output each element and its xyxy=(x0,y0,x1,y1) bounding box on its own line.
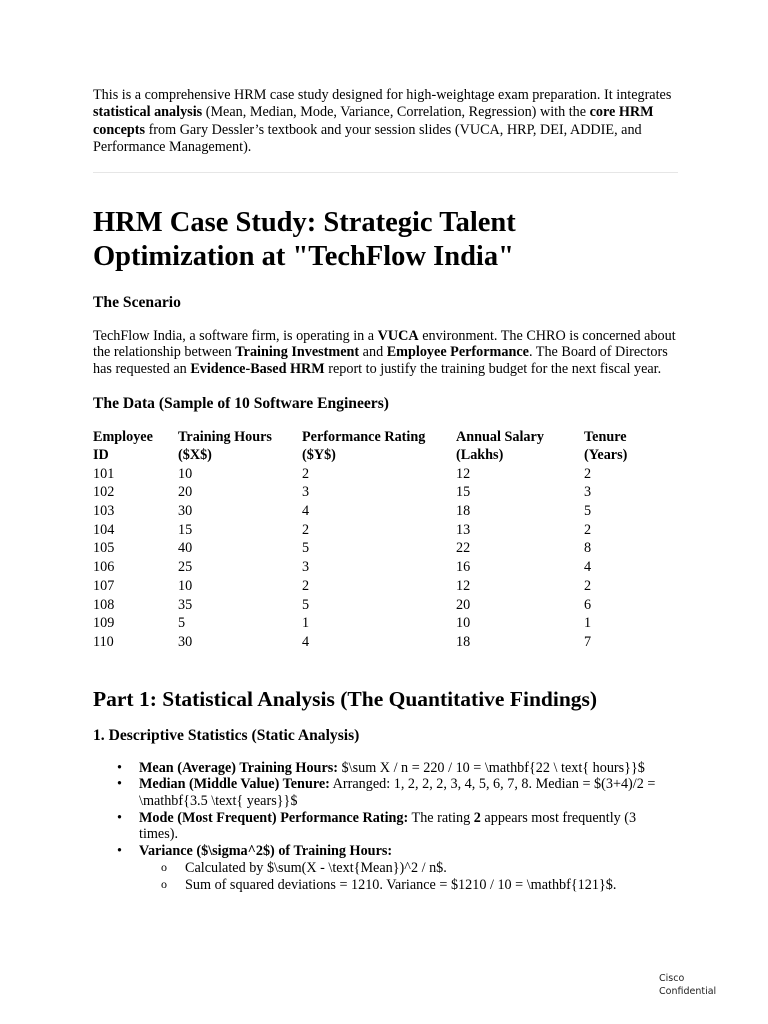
table-cell: 3 xyxy=(584,484,592,501)
table-row xyxy=(93,633,674,652)
table-cell: 10 xyxy=(178,465,193,482)
table-cell: 10 xyxy=(178,577,193,594)
column-header-training-hours xyxy=(178,429,302,464)
header-line: (Years) xyxy=(584,447,628,463)
list-item-text: Arranged: 1, 2, 2, 2, 3, 4, 5, 6, 7, 8. Median = $(3+4)/2 = \mathbf{3.5 \text{ years}}$ xyxy=(139,776,656,810)
table-cell: 3 xyxy=(302,559,310,576)
column-header-performance-rating xyxy=(302,429,456,464)
sub-list-item: o Calculated by $\sum(X - \text{Mean})^2 / n$. xyxy=(185,860,678,877)
table-cell: 2 xyxy=(302,521,310,538)
scenario-bold-vuca: VUCA xyxy=(377,327,419,344)
header-line: ID xyxy=(93,447,109,463)
table-cell: 1 xyxy=(584,615,592,632)
table-cell: 12 xyxy=(456,577,471,594)
table-cell: 6 xyxy=(584,596,592,613)
header-line: (Lakhs) xyxy=(456,447,504,463)
table-cell: 7 xyxy=(584,633,592,650)
list-item-label: Mode (Most Frequent) Performance Rating: xyxy=(139,809,409,826)
column-header-annual-salary xyxy=(456,429,584,464)
table-cell: 101 xyxy=(93,465,115,482)
scenario-bold-training-investment: Training Investment xyxy=(235,344,360,361)
scenario-bold-employee-performance: Employee Performance xyxy=(386,344,529,361)
table-cell: 108 xyxy=(93,596,115,613)
horizontal-divider xyxy=(93,172,678,173)
scenario-bold-evidence-based-hrm: Evidence-Based HRM xyxy=(190,360,325,377)
table-row xyxy=(93,521,674,540)
table-cell: 15 xyxy=(178,521,193,538)
table-cell: 18 xyxy=(456,503,471,519)
table-row xyxy=(93,483,674,502)
confidentiality-footer xyxy=(659,973,716,998)
statistics-list xyxy=(93,760,678,894)
scenario-paragraph xyxy=(93,328,678,378)
sub-list xyxy=(139,860,678,893)
table-cell: 103 xyxy=(93,503,115,519)
scenario-text: environment. The CHRO is concerned about the relationship between xyxy=(93,327,676,361)
list-item xyxy=(139,760,678,777)
footer-company: Cisco xyxy=(659,973,685,984)
header-line: ($X$) xyxy=(178,447,212,463)
table-cell: 2 xyxy=(584,465,592,482)
table-cell: 12 xyxy=(456,465,471,482)
list-item xyxy=(139,810,678,843)
table-cell: 4 xyxy=(302,503,310,519)
employee-data-table xyxy=(93,429,674,651)
table-cell: 22 xyxy=(456,540,471,557)
footer-classification: Confidential xyxy=(659,985,717,997)
document-page xyxy=(93,87,678,893)
table-row xyxy=(93,465,674,484)
intro-text: (Mean, Median, Mode, Variance, Correlation, Regression) with the xyxy=(202,104,590,121)
header-line: Employee xyxy=(93,429,153,446)
table-cell: 18 xyxy=(456,633,471,650)
table-row xyxy=(93,596,674,615)
table-cell: 2 xyxy=(302,465,310,482)
table-cell: 2 xyxy=(584,577,592,594)
column-header-employee-id xyxy=(93,429,178,464)
sub-list-item: o Sum of squared deviations = 1210. Variance = $1210 / 10 = \mathbf{121}$. xyxy=(185,877,678,894)
table-cell: 110 xyxy=(93,633,114,650)
scenario-text: and xyxy=(359,344,387,361)
header-line: Performance Rating xyxy=(302,429,426,446)
table-cell: 107 xyxy=(93,577,115,594)
list-item-text: appears most frequently (3 times). xyxy=(139,809,637,843)
header-line: ($Y$) xyxy=(302,447,336,463)
column-header-tenure xyxy=(584,429,674,464)
table-cell: 2 xyxy=(302,577,310,594)
table-cell: 35 xyxy=(178,596,193,613)
table-cell: 5 xyxy=(178,615,186,632)
scenario-heading: The Scenario xyxy=(93,293,181,311)
table-cell: 102 xyxy=(93,484,115,501)
descriptive-statistics-heading: 1. Descriptive Statistics (Static Analysis) xyxy=(93,726,360,744)
intro-paragraph xyxy=(93,87,678,157)
header-line: Tenure xyxy=(584,429,627,446)
list-item-label: Mean (Average) Training Hours: xyxy=(139,759,338,776)
list-item-text: The rating xyxy=(408,809,474,826)
table-row xyxy=(93,502,674,521)
table-row xyxy=(93,614,674,633)
table-cell: 5 xyxy=(302,596,310,613)
list-item-label: Variance ($\sigma^2$) of Training Hours: xyxy=(139,843,393,860)
table-cell: 13 xyxy=(456,521,471,538)
header-line: Training Hours xyxy=(178,429,272,446)
table-cell: 15 xyxy=(456,484,471,501)
list-item xyxy=(139,776,678,809)
intro-text: from Gary Dessler’s textbook and your session slides (VUCA, HRP, DEI, ADDIE, and Performance Management). xyxy=(93,121,642,156)
table-cell: 30 xyxy=(178,633,193,650)
table-cell: 5 xyxy=(302,540,310,557)
table-cell: 30 xyxy=(178,503,193,519)
intro-text: This is a comprehensive HRM case study designed for high-weightage exam preparation. It integrates xyxy=(93,87,672,103)
page-title: HRM Case Study: Strategic Talent Optimization at "TechFlow India" xyxy=(93,206,516,272)
table-row xyxy=(93,577,674,596)
table-cell: 4 xyxy=(302,633,310,650)
table-cell: 16 xyxy=(456,559,471,576)
data-heading: The Data (Sample of 10 Software Engineers) xyxy=(93,395,389,413)
table-cell: 109 xyxy=(93,615,115,632)
table-cell: 25 xyxy=(178,559,193,576)
table-cell: 106 xyxy=(93,559,115,576)
table-cell: 3 xyxy=(302,484,310,501)
scenario-text: report to justify the training budget for the next fiscal year. xyxy=(324,360,662,377)
table-row xyxy=(93,558,674,577)
table-cell: 5 xyxy=(584,503,592,519)
table-cell: 4 xyxy=(584,559,592,576)
list-item-bold-value: 2 xyxy=(473,809,481,826)
table-cell: 20 xyxy=(178,484,193,501)
table-cell: 2 xyxy=(584,521,592,538)
list-item xyxy=(139,843,678,893)
list-item-label: Median (Middle Value) Tenure: xyxy=(139,776,330,793)
header-line: Annual Salary xyxy=(456,429,544,446)
table-cell: 104 xyxy=(93,521,115,538)
table-header-row xyxy=(93,429,674,464)
scenario-text: TechFlow India, a software firm, is operating in a xyxy=(93,327,378,344)
table-cell: 1 xyxy=(302,615,310,632)
intro-bold-core-hrm-concepts: core HRM concepts xyxy=(93,104,654,138)
scenario-text: . The Board of Directors has requested an xyxy=(93,344,668,377)
table-cell: 20 xyxy=(456,596,471,613)
table-cell: 105 xyxy=(93,540,115,557)
table-cell: 8 xyxy=(584,540,592,557)
intro-bold-statistical-analysis: statistical analysis xyxy=(93,104,203,121)
table-row xyxy=(93,539,674,558)
part1-heading: Part 1: Statistical Analysis (The Quantitative Findings) xyxy=(93,686,598,711)
list-item-text: $\sum X / n = 220 / 10 = \mathbf{22 \ text{ hours}}$ xyxy=(338,759,645,776)
table-cell: 10 xyxy=(456,615,471,632)
table-cell: 40 xyxy=(178,540,193,557)
